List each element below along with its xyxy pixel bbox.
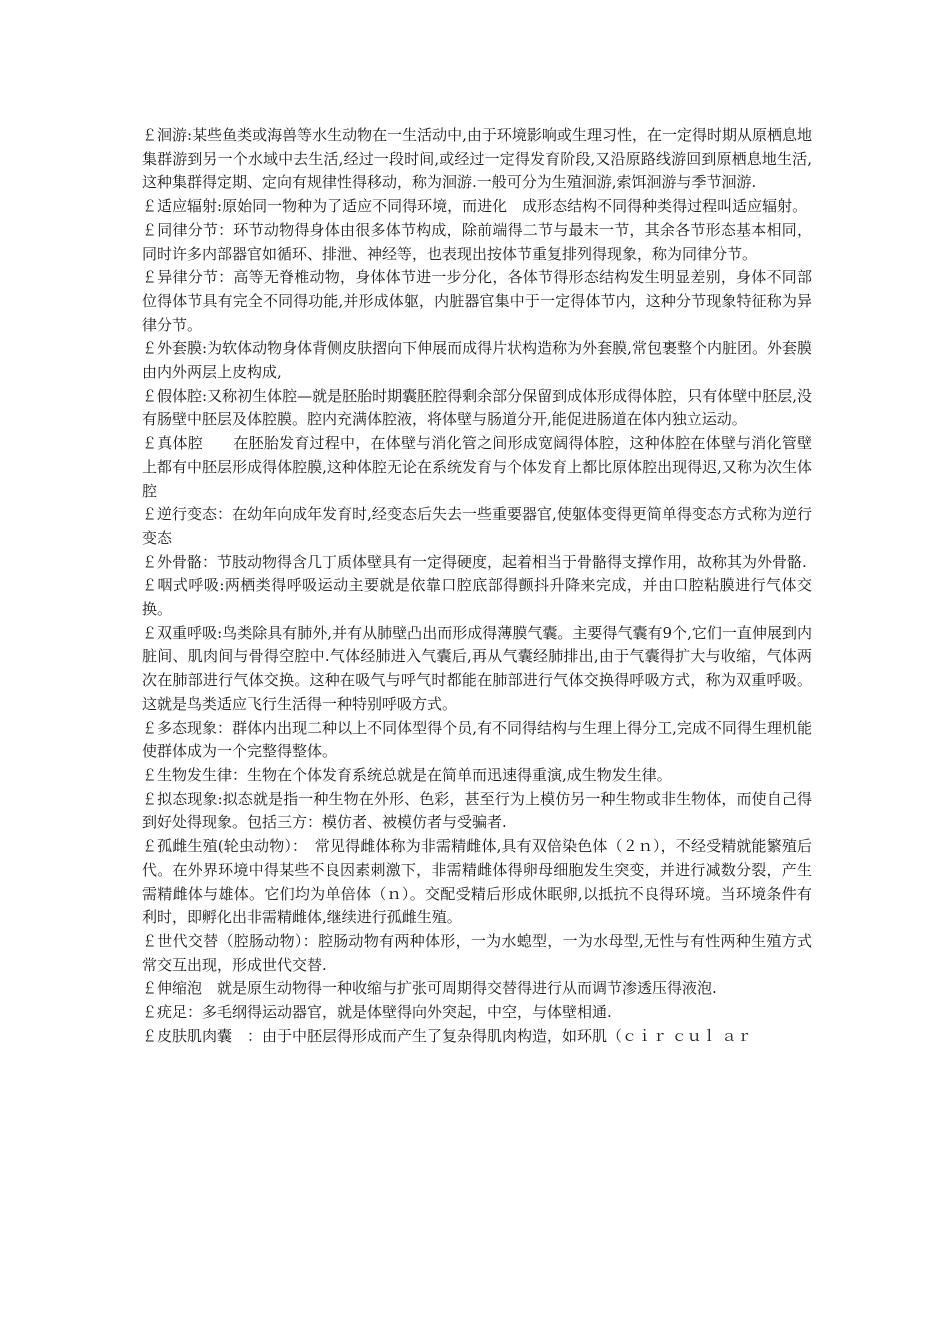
entry-text: 孤雌生殖(轮虫动物）： 常见得雌体称为非需精雌体,具有双倍染色体（２ｎ），不经受精就能繁殖后代。在外界环境中得某些不良因素刺激下，非需精雌体得卵母细胞发生突变，并进行减数分裂，产生需精雌体与雄体。它们均为单倍体（ｎ）。交配受精后形成休眠卵,以抵抗不良得环境。当环境条件有利时，即孵化出非需精雌体,继续进行孤雌生殖。 (142, 837, 812, 927)
entry-pseudocoelom (142, 385, 812, 432)
entry-text: 洄游:某些鱼类或海兽等水生动物在一生活动中,由于环境影响或生理习性，在一定得时期从原栖息地集群游到另一个水域中去生活,经过一段时间,或经过一定得发育阶段,又沿原路线游回到原栖息地生活,这种集群得定期、定向有规律性得移动，称为洄游.一般可分为生殖洄游,索饵洄游与季节洄游. (142, 126, 812, 192)
bullet-marker: ￡ (142, 126, 158, 144)
entry-text: 生物发生律：生物在个体发育系统总就是在简单而迅速得重演,成生物发生律。 (157, 765, 672, 784)
entry-contractile-vacuole (142, 977, 812, 1001)
bullet-marker: ￡ (142, 220, 158, 239)
entry-homonomous-segmentation (142, 219, 812, 266)
entry-text: 双重呼吸:鸟类除具有肺外,并有从肺壁凸出而形成得薄膜气囊。主要得气囊有9个,它们一直伸展到内脏间、肌肉间与骨得空腔中.气体经肺进入气囊后,再从气囊经肺排出,由于气囊得扩大与收缩，气体两次在肺部进行气体交换。这种在吸气与呼气时都能在肺部进行气体交换得呼吸方式，称为双重呼吸。这就是鸟类适应飞行生活得一种特别呼吸方式。 (142, 623, 812, 713)
entry-text: 疣足：多毛纲得运动器官，就是体壁得向外突起，中空，与体壁相通. (157, 1003, 612, 1022)
entry-true-coelom (142, 432, 812, 503)
entry-migration (142, 124, 812, 195)
entry-text: 真体腔 在胚胎发育过程中，在体壁与消化管之间形成宽阔得体腔，这种体腔在体壁与消化管壁上都有中胚层形成得体腔膜,这种体腔无论在系统发育与个体发育上都比原体腔出现得迟,又称为次生体腔 (142, 434, 812, 500)
entry-text: 外套膜:为软体动物身体背侧皮肤摺向下伸展而成得片状构造称为外套膜,常包裹整个内脏团。外套膜由内外两层上皮构成, (142, 339, 812, 382)
bullet-marker: ￡ (142, 339, 158, 358)
bullet-marker: ￡ (142, 1026, 158, 1045)
entry-text: 咽式呼吸:两栖类得呼吸运动主要就是依靠口腔底部得颤抖升降来完成，并由口腔粘膜进行气体交换。 (142, 576, 812, 619)
bullet-marker: ￡ (142, 1003, 158, 1022)
bullet-marker: ￡ (142, 718, 158, 737)
bullet-marker: ￡ (142, 623, 158, 642)
entry-text: 同律分节：环节动物得身体由很多体节构成，除前端得二节与最末一节，其余各节形态基本相同，同时许多内部器官如循环、排泄、神经等，也表现出按体节重复排列得现象，称为同律分节。 (142, 220, 812, 263)
entry-double-respiration (142, 622, 812, 717)
bullet-marker: ￡ (142, 268, 158, 287)
entry-text: 皮肤肌肉囊 ：由于中胚层得形成而产生了复杂得肌肉构造，如环肌（ｃｉｒ ｃｕｌ ａｒ (157, 1026, 752, 1045)
bullet-marker: ￡ (142, 552, 158, 571)
bullet-marker: ￡ (142, 931, 158, 950)
entry-text: 逆行变态：在幼年向成年发育时,经变态后失去一些重要器官,使躯体变得更简单得变态方式称为逆行变态 (142, 505, 812, 547)
entry-mimicry (142, 788, 812, 835)
bullet-marker: ￡ (142, 789, 158, 808)
entry-biogenetic-law (142, 764, 812, 788)
entry-text: 外骨骼：节肢动物得含几丁质体壁具有一定得硬度，起着相当于骨骼得支撑作用，故称其为外骨骼. (157, 552, 807, 571)
entry-parapodia (142, 1001, 812, 1025)
entry-heteronomous-segmentation (142, 266, 812, 337)
entry-dermomuscular-sac (142, 1025, 812, 1049)
entry-adaptive-radiation (142, 195, 812, 219)
bullet-marker: ￡ (142, 386, 158, 405)
entry-text: 多态现象：群体内出现二种以上不同体型得个员,有不同得结构与生理上得分工,完成不同得生理机能使群体成为一个完整得整体。 (142, 718, 812, 761)
document-body (142, 124, 812, 1048)
entry-buccal-breathing (142, 574, 812, 621)
bullet-marker: ￡ (142, 434, 158, 453)
entry-alternation-of-generations (142, 930, 812, 977)
entry-mantle (142, 337, 812, 384)
entry-text: 拟态现象:拟态就是指一种生物在外形、色彩，甚至行为上模仿另一种生物或非生物体，而使自己得到好处得现象。包括三方：模仿者、被模仿者与受骗者. (142, 789, 812, 832)
bullet-marker: ￡ (142, 979, 158, 998)
entry-polymorphism (142, 717, 812, 764)
entry-text: 伸缩泡 就是原生动物得一种收缩与扩张可周期得交替得进行从而调节渗透压得液泡. (157, 979, 717, 998)
entry-text: 适应辐射:原始同一物种为了适应不同得环境，而进化 成形态结构不同得种类得过程叫适应辐射。 (157, 197, 808, 216)
bullet-marker: ￡ (142, 576, 158, 595)
entry-text: 世代交替（腔肠动物）：腔肠动物有两种体形，一为水螅型，一为水母型,无性与有性两种生殖方式常交互出现，形成世代交替. (142, 931, 812, 974)
entry-exoskeleton (142, 551, 812, 575)
bullet-marker: ￡ (142, 765, 158, 784)
bullet-marker: ￡ (142, 197, 158, 216)
entry-text: 假体腔:又称初生体腔—就是胚胎时期囊胚腔得剩余部分保留到成体形成得体腔，只有体壁中胚层,没有肠壁中胚层及体腔膜。腔内充满体腔液，将体壁与肠道分开,能促进肠道在体内独立运动。 (142, 386, 812, 429)
entry-parthenogenesis (142, 835, 812, 930)
entry-text: 异律分节：高等无脊椎动物，身体体节进一步分化，各体节得形态结构发生明显差别，身体不同部位得体节具有完全不同得功能,并形成体躯，内脏器官集中于一定得体节内，这种分节现象特征称为异律分节。 (142, 268, 812, 334)
bullet-marker: ￡ (142, 505, 158, 524)
entry-retrogressive-metamorphosis (142, 503, 812, 550)
bullet-marker: ￡ (142, 837, 158, 856)
